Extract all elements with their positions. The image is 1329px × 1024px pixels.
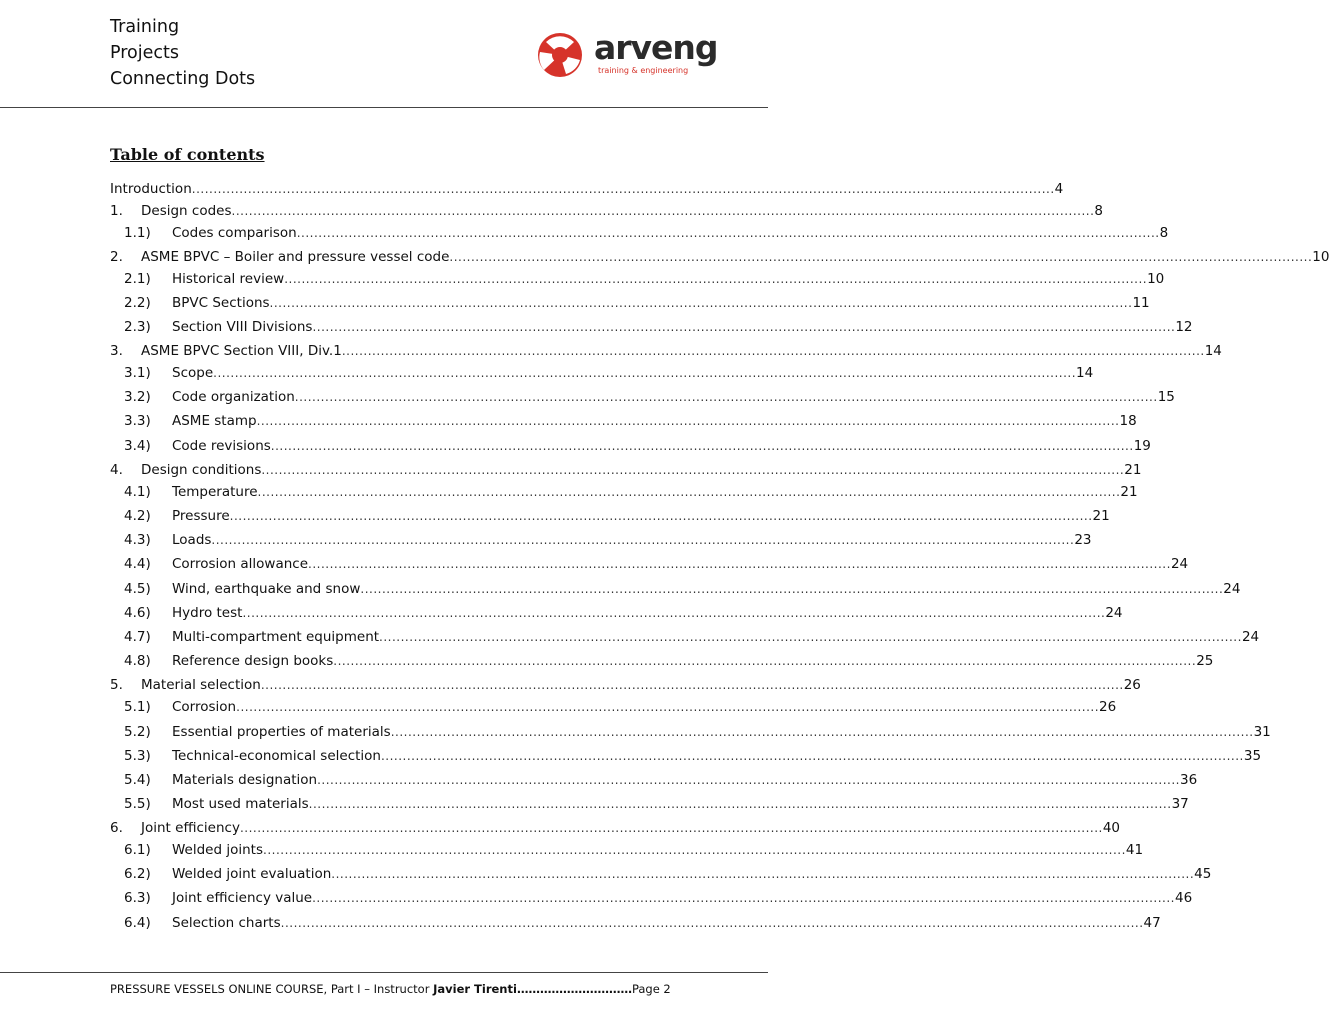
toc-entry-label: Wind, earthquake and snow: [172, 581, 361, 597]
toc-dot-leader: ........................................................................................................................................................................................................: [211, 533, 1075, 547]
toc-dot-leader: ........................................................................................................................................................................................................: [213, 366, 1077, 380]
toc-entry-label: Materials designation: [172, 772, 318, 788]
toc-entry-label: Corrosion: [172, 699, 237, 715]
toc-entry[interactable]: [110, 771, 1198, 789]
toc-dot-leader: ........................................................................................................................................................................................................: [239, 821, 1103, 835]
toc-dot-leader: ........................................................................................................................................................................................................: [390, 725, 1254, 739]
toc-entry-page: 24: [1241, 629, 1260, 645]
toc-entry[interactable]: [110, 889, 1193, 907]
toc-entry-page: 25: [1196, 653, 1214, 669]
toc-entry-label: Introduction: [110, 181, 192, 197]
toc-entry[interactable]: [110, 604, 1123, 622]
toc-entry-number: 3.4): [124, 438, 151, 454]
toc-dot-leader: ........................................................................................................................................................................................................: [191, 182, 1055, 196]
toc-entry-page: 24: [1223, 581, 1241, 597]
toc-entry-label: ASME stamp: [172, 413, 257, 429]
toc-entry-page: 40: [1102, 820, 1121, 836]
toc-entry[interactable]: [110, 698, 1117, 716]
toc-dot-leader: ........................................................................................................................................................................................................: [333, 654, 1197, 668]
toc-dot-leader: ........................................................................................................................................................................................................: [379, 630, 1242, 644]
toc-entry-label: BPVC Sections: [172, 295, 270, 311]
toc-entry-number: 6.4): [124, 915, 151, 931]
toc-entry-page: 36: [1179, 772, 1198, 788]
toc-dot-leader: ........................................................................................................................................................................................................: [280, 916, 1144, 930]
header-divider: [0, 107, 768, 108]
toc-entry-number: 1.1): [124, 225, 151, 241]
toc-entry-label: Corrosion allowance: [172, 556, 309, 572]
toc-dot-leader: ........................................................................................................................................................................................................: [449, 250, 1313, 264]
toc-entry-label: Welded joint evaluation: [172, 866, 332, 882]
toc-entry[interactable]: [110, 437, 1151, 455]
toc-entry-label: Joint efficiency: [141, 820, 240, 836]
logo-subtitle: training & engineering: [598, 66, 689, 75]
toc-entry[interactable]: [110, 555, 1189, 573]
toc-entry-label: Welded joints: [172, 842, 263, 858]
toc-entry-number: 3.3): [124, 413, 151, 429]
toc-entry-number: 4.2): [124, 508, 151, 524]
footer-divider: [0, 972, 768, 973]
toc-entry-number: 5.1): [124, 699, 151, 715]
toc-entry-number: 2.: [110, 249, 123, 265]
toc-entry[interactable]: [110, 483, 1138, 501]
arveng-logo: [536, 30, 726, 80]
toc-entry-page: 15: [1157, 389, 1175, 405]
toc-entry-label: Loads: [172, 532, 212, 548]
toc-entry-page: 11: [1132, 295, 1150, 311]
toc-entry[interactable]: [110, 294, 1150, 312]
toc-entry-label: Design conditions: [141, 462, 262, 478]
toc-entry-number: 5.: [110, 677, 123, 693]
toc-entry-label: Design codes: [141, 203, 232, 219]
toc-entry[interactable]: [110, 364, 1094, 382]
toc-entry[interactable]: [110, 795, 1189, 813]
toc-entry-label: Code organization: [172, 389, 295, 405]
toc-entry-page: 46: [1175, 890, 1193, 906]
toc-entry-number: 2.3): [124, 319, 151, 335]
toc-entry[interactable]: [110, 342, 1222, 360]
toc-entry-number: 3.1): [124, 365, 151, 381]
toc-entry-page: 10: [1312, 249, 1329, 265]
toc-entry-label: Codes comparison: [172, 225, 297, 241]
toc-entry-number: 4.4): [124, 556, 151, 572]
toc-entry-page: 4: [1054, 181, 1064, 197]
toc-dot-leader: ........................................................................................................................................................................................................: [229, 509, 1093, 523]
toc-entry-number: 3.: [110, 343, 123, 359]
toc-entry-page: 26: [1123, 677, 1141, 693]
toc-entry-label: Historical review: [172, 271, 285, 287]
footer-instructor: Javier Tirenti: [433, 982, 517, 996]
toc-entry-label: Section VIII Divisions: [172, 319, 313, 335]
toc-entry-number: 3.2): [124, 389, 151, 405]
toc-dot-leader: ........................................................................................................................................................................................................: [269, 296, 1133, 310]
toc-dot-leader: ........................................................................................................................................................................................................: [296, 226, 1160, 240]
toc-entry-number: 6.: [110, 820, 123, 836]
toc-entry-page: 19: [1133, 438, 1151, 454]
page-footer: [110, 982, 671, 996]
toc-dot-leader: ........................................................................................................................................................................................................: [260, 678, 1124, 692]
toc-entry-page: 8: [1159, 225, 1169, 241]
toc-entry[interactable]: [110, 628, 1260, 646]
toc-dot-leader: ........................................................................................................................................................................................................: [312, 891, 1175, 905]
toc-entry[interactable]: [110, 270, 1165, 288]
toc-entry-page: 47: [1143, 915, 1161, 931]
toc-entry[interactable]: [110, 461, 1142, 479]
toc-entry[interactable]: [110, 580, 1241, 598]
toc-dot-leader: ........................................................................................................................................................................................................: [256, 414, 1120, 428]
toc-title: Table of contents: [110, 145, 265, 164]
toc-dot-leader: ........................................................................................................................................................................................................: [380, 749, 1244, 763]
toc-entry-label: ASME BPVC Section VIII, Div.1: [141, 343, 342, 359]
toc-dot-leader: ........................................................................................................................................................................................................: [331, 867, 1195, 881]
toc-entry-page: 45: [1194, 866, 1212, 882]
toc-dot-leader: ........................................................................................................................................................................................................: [270, 439, 1134, 453]
toc-dot-leader: ........................................................................................................................................................................................................: [294, 390, 1158, 404]
toc-entry-page: 21: [1120, 484, 1138, 500]
toc-dot-leader: ........................................................................................................................................................................................................: [360, 582, 1224, 596]
toc-entry-label: Scope: [172, 365, 214, 381]
toc-entry-number: 6.1): [124, 842, 151, 858]
toc-entry-label: Hydro test: [172, 605, 243, 621]
toc-entry[interactable]: [110, 723, 1271, 741]
toc-entry[interactable]: [110, 388, 1175, 406]
toc-entry-number: 6.2): [124, 866, 151, 882]
toc-entry[interactable]: [110, 841, 1144, 859]
toc-entry-label: Reference design books: [172, 653, 334, 669]
tagline-line-1: Training: [110, 17, 180, 37]
toc-entry-page: 8: [1094, 203, 1103, 219]
tagline-line-3: Connecting Dots: [110, 69, 256, 89]
toc-entry-page: 18: [1119, 413, 1137, 429]
toc-entry-number: 2.2): [124, 295, 151, 311]
toc-entry-page: 31: [1253, 724, 1271, 740]
toc-entry-number: 5.3): [124, 748, 151, 764]
toc-dot-leader: ........................................................................................................................................................................................................: [261, 463, 1125, 477]
toc-entry-label: Pressure: [172, 508, 230, 524]
toc-entry-page: 26: [1099, 699, 1117, 715]
toc-entry[interactable]: [110, 531, 1092, 549]
toc-entry[interactable]: [110, 747, 1262, 765]
toc-entry-number: 5.5): [124, 796, 151, 812]
toc-entry-page: 35: [1243, 748, 1262, 764]
toc-entry-number: 6.3): [124, 890, 151, 906]
header-tagline: [110, 14, 255, 92]
footer-dots: …………………………: [516, 982, 632, 996]
toc-entry[interactable]: [110, 819, 1121, 837]
toc-entry[interactable]: [110, 412, 1137, 430]
footer-course: PRESSURE VESSELS ONLINE COURSE, Part I – Instructor: [110, 982, 434, 996]
toc-entry[interactable]: [110, 224, 1169, 242]
toc-entry-number: 4.7): [124, 629, 151, 645]
toc-entry-label: Selection charts: [172, 915, 281, 931]
logo-swirl-icon: [536, 30, 586, 80]
toc-dot-leader: ........................................................................................................................................................................................................: [341, 344, 1205, 358]
toc-entry-label: Most used materials: [172, 796, 309, 812]
toc-entry-label: Temperature: [172, 484, 258, 500]
toc-entry-label: Essential properties of materials: [172, 724, 391, 740]
toc-entry[interactable]: [110, 507, 1110, 525]
toc-dot-leader: ........................................................................................................................................................................................................: [236, 700, 1100, 714]
toc-entry-number: 4.6): [124, 605, 151, 621]
toc-entry[interactable]: [110, 652, 1214, 670]
toc-entry-page: 10: [1147, 271, 1165, 287]
toc-dot-leader: ........................................................................................................................................................................................................: [308, 557, 1171, 571]
toc-entry[interactable]: [110, 865, 1212, 883]
toc-entry[interactable]: [110, 202, 1103, 220]
toc-entry-number: 5.2): [124, 724, 151, 740]
toc-entry-page: 12: [1175, 319, 1193, 335]
toc-entry-page: 37: [1171, 796, 1189, 812]
toc-entry-number: 4.: [110, 462, 123, 478]
toc-entry-label: Material selection: [141, 677, 261, 693]
footer-page: Page 2: [631, 982, 671, 996]
toc-entry[interactable]: [110, 676, 1141, 694]
toc-dot-leader: ........................................................................................................................................................................................................: [263, 843, 1126, 857]
toc-entry-number: 4.1): [124, 484, 151, 500]
toc-dot-leader: ........................................................................................................................................................................................................: [312, 320, 1176, 334]
toc-entry-page: 24: [1170, 556, 1189, 572]
toc-entry-page: 41: [1125, 842, 1144, 858]
toc-entry-number: 4.5): [124, 581, 151, 597]
toc-entry-label: ASME BPVC – Boiler and pressure vessel code: [141, 249, 450, 265]
toc-entry-number: 4.3): [124, 532, 151, 548]
toc-entry[interactable]: [110, 248, 1329, 266]
toc-entry-number: 5.4): [124, 772, 151, 788]
toc-dot-leader: ........................................................................................................................................................................................................: [284, 272, 1148, 286]
toc-entry-label: Code revisions: [172, 438, 271, 454]
toc-entry-page: 21: [1092, 508, 1110, 524]
toc-entry-page: 14: [1076, 365, 1094, 381]
toc-entry-page: 24: [1105, 605, 1123, 621]
toc-entry[interactable]: [110, 914, 1161, 932]
toc-entry-page: 23: [1074, 532, 1092, 548]
toc-entry-page: 21: [1124, 462, 1142, 478]
tagline-line-2: Projects: [110, 43, 179, 63]
toc-entry-label: Multi-compartment equipment: [172, 629, 380, 645]
logo-wordmark: arveng: [594, 28, 718, 67]
toc-entry-label: Technical-economical selection: [172, 748, 381, 764]
toc-entry[interactable]: [110, 180, 1064, 198]
toc-entry-label: Joint efficiency value: [172, 890, 313, 906]
toc-dot-leader: ........................................................................................................................................................................................................: [231, 204, 1095, 218]
toc-entry-page: 14: [1204, 343, 1222, 359]
toc-dot-leader: ........................................................................................................................................................................................................: [308, 797, 1172, 811]
toc-entry[interactable]: [110, 318, 1193, 336]
toc-entry-number: 4.8): [124, 653, 151, 669]
toc-dot-leader: ........................................................................................................................................................................................................: [257, 485, 1121, 499]
toc-entry-number: 1.: [110, 203, 123, 219]
toc-dot-leader: ........................................................................................................................................................................................................: [317, 773, 1180, 787]
toc-entry-number: 2.1): [124, 271, 151, 287]
toc-dot-leader: ........................................................................................................................................................................................................: [242, 606, 1106, 620]
